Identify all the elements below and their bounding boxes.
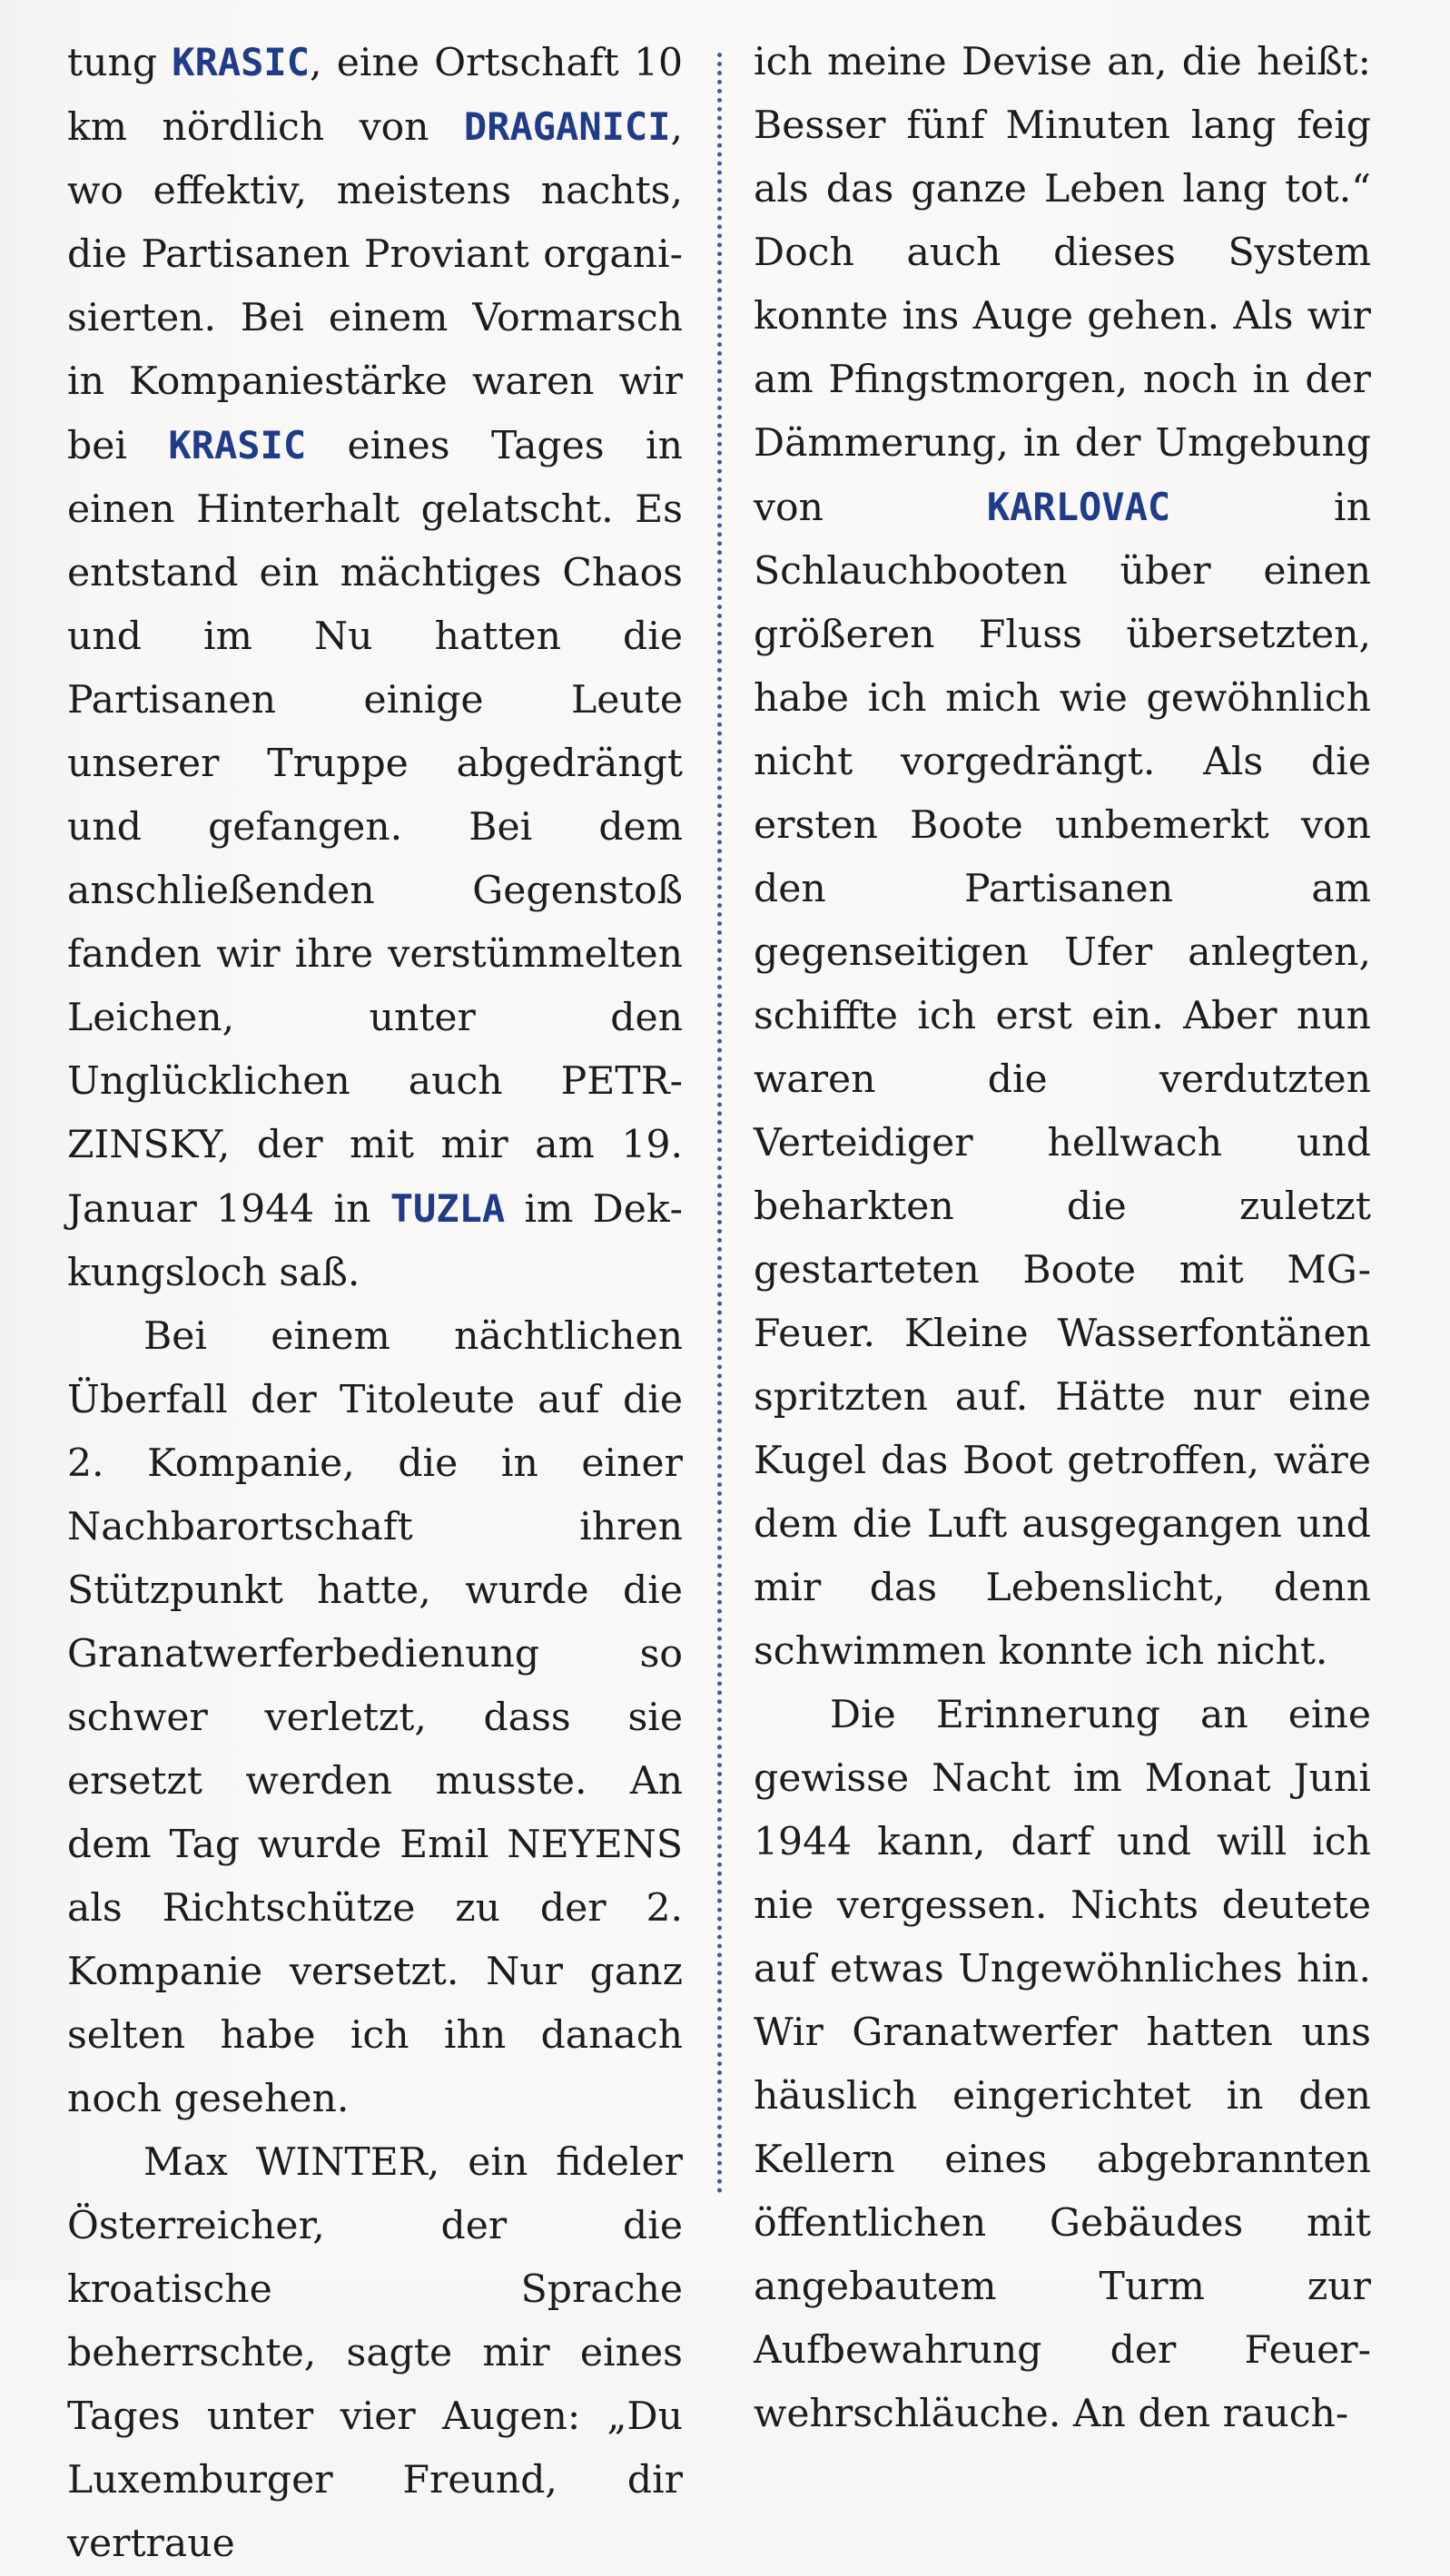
left-paragraph-2: Bei einem nächtlichen Überfall der Titoleute auf die 2. Kompanie, die in einer Nachbarortschaft ihren Stützpunkt hatte, wurde die Granatwerferbedienung so schwer verletzt, dass sie ersetzt werden musste. An dem Tag wurde Emil NEYENS als Richtschütze zu der 2. Kompanie versetzt. Nur ganz selten habe ich ihn danach noch gesehen.	[67, 1314, 683, 2121]
place-name-krasic: KRASIC	[172, 40, 310, 84]
text-run: in Schlauchbooten über einen größeren Fluss übersetzten, habe ich mich wie gewöhnlich nicht vorgedrängt. Als die ersten Boote unbemerkt von den Partisanen am gegenseitigen Ufer anlegten, schiffte ich erst ein. Aber nun waren die verdutzten Verteidiger hellwach und beharkten die zuletzt gestarteten Boote mit MG-Feuer. Kleine Wasserfontänen spritzten auf. Hätte nur eine Kugel das Boot getroffen, wäre dem die Luft ausgegangen und mir das Lebenslicht, denn schwimmen konnte ich nicht.	[754, 486, 1371, 1674]
left-column	[67, 31, 683, 2576]
place-name-draganici: DRAGANICI	[463, 104, 671, 149]
left-paragraph-3: Max WINTER, ein fideler Österreicher, der die kroatische Sprache beherrschte, sagte mir eines Tages unter vier Augen: „Du Luxemburger Freund, dir vertraue	[67, 2140, 683, 2566]
right-column	[754, 31, 1371, 2446]
place-name-karlovac: KARLOVAC	[986, 485, 1171, 529]
place-name-tuzla: TUZLA	[390, 1186, 506, 1231]
column-divider	[717, 53, 722, 2195]
text-run: ich meine Devise an, die heißt: Besser fünf Minuten lang feig als das ganze Leben lang tot.“ Doch auch dieses System konnte ins Auge gehen. Als wir am Pfingstmorgen, noch in der Dämmerung, in der Umgebung von	[754, 40, 1371, 530]
text-run: , wo effektiv, meistens nachts, die Partisanen Proviant organisierten. Bei einem Vormarsch in Kompaniestärke waren wir bei	[67, 105, 683, 468]
text-run: , eine Ortschaft 10 km nördlich von	[67, 41, 683, 150]
right-paragraph-2: Die Erinnerung an eine gewisse Nacht im Monat Juni 1944 kann, darf und will ich nie vergessen. Nichts deutete auf etwas Ungewöhnliches hin. Wir Granatwerfer hatten uns häuslich eingerichtet in den Kellern eines abgebrannten öffentlichen Gebäudes mit angebautem Turm zur Aufbewahrung der Feuerwehrschläuche. An den rauch-	[754, 1693, 1371, 2436]
right-paragraph-1	[754, 31, 1371, 1684]
text-run: eines Tages in einen Hinterhalt gelatscht. Es entstand ein mächtiges Chaos und im Nu hatten die Partisanen einige Leute unserer Truppe abgedrängt und gefangen. Bei dem anschließenden Gegenstoß fanden wir ihre verstümmelten Leichen, unter den Unglücklichen auch PETRZINSKY, der mit mir am 19. Januar 1944 in	[67, 424, 683, 1232]
text-run: tung	[67, 41, 173, 85]
text-run: im Dekkungsloch saß.	[67, 1187, 683, 1295]
left-paragraph-1	[67, 31, 683, 1305]
place-name-krasic: KRASIC	[168, 423, 307, 467]
